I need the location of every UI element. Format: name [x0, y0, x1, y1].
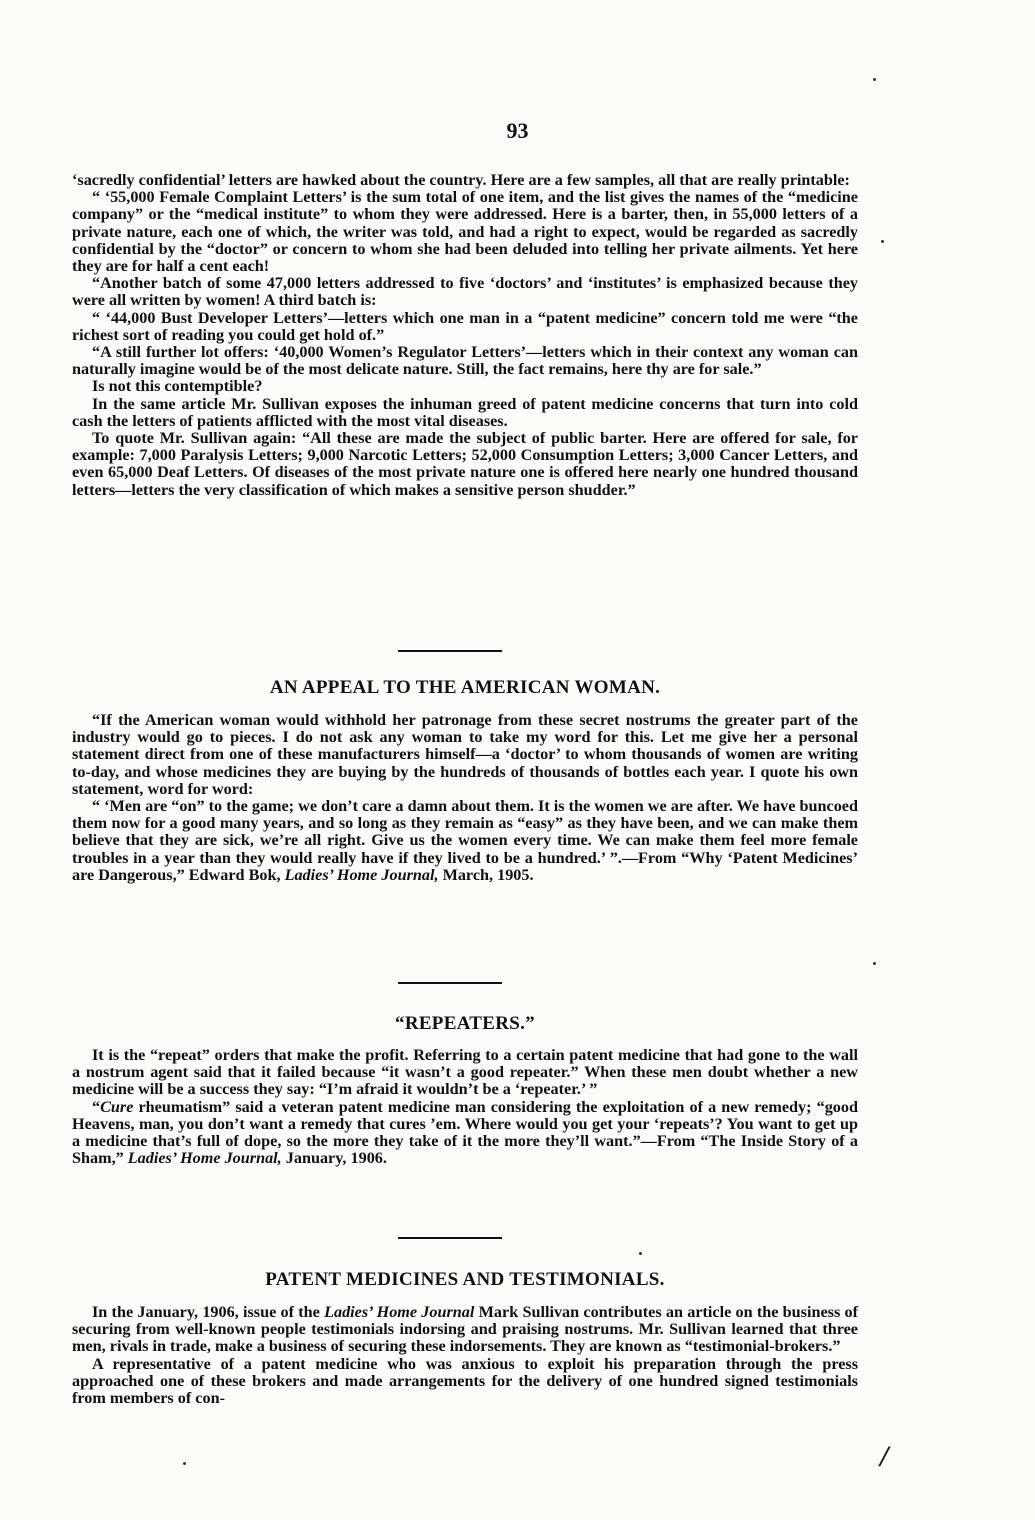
- paragraph: To quote Mr. Sullivan again: “All these are made the subject of public barter. Here are offered for sale, for example: 7,000 Paralysis Letters; 9,000 Narcotic Letters; 52,000 Consumption Letters; 3,000 Cancer Letters, and even 65,000 Deaf Letters. Of diseases of the most private nature one is offered here nearly one hundred thousand letters—letters the very classification of which makes a sensitive person shudder.”: [72, 429, 858, 499]
- heading-testimonials: PATENT MEDICINES AND TESTIMONIALS.: [265, 1269, 665, 1290]
- journal-title: Ladies’ Home Journal: [324, 1303, 475, 1321]
- speck: [873, 78, 876, 81]
- speck: [873, 962, 876, 965]
- section-appeal: [72, 712, 858, 884]
- journal-title: Ladies’ Home Journal,: [284, 865, 439, 884]
- speck: [639, 1252, 642, 1255]
- page-number: 93: [506, 118, 529, 143]
- section-confidential-letters: [72, 172, 858, 499]
- paragraph: [72, 1304, 858, 1356]
- citation-date: January, 1906.: [285, 1149, 387, 1168]
- paragraph: ‘sacredly confidential’ letters are hawked about the country. Here are a few samples, all that are really printable:: [72, 171, 850, 189]
- emphasis: Cure: [100, 1097, 134, 1116]
- paragraph: [72, 1099, 858, 1168]
- paragraph: In the same article Mr. Sullivan exposes the inhuman greed of patent medicine concerns that turn into cold cash the letters of patients afflicted with the most vital diseases.: [72, 394, 858, 430]
- section-divider: [398, 1237, 502, 1239]
- section-divider: [398, 650, 502, 652]
- heading-appeal: AN APPEAL TO THE AMERICAN WOMAN.: [269, 677, 661, 698]
- paragraph: A representative of a patent medicine who was anxious to exploit his preparation through the press approached one of these brokers and made arrangements for the delivery of one hundred signed testimonials from members of con-: [72, 1354, 858, 1408]
- citation-date: March, 1905.: [442, 865, 534, 884]
- paragraph: “ ‘44,000 Bust Developer Letters’—letters which one man in a “patent medicine” concern told me were “the richest sort of reading you could get hold of.”: [72, 308, 858, 344]
- pen-mark: /: [880, 1440, 889, 1473]
- paragraph: Is not this contemptible?: [92, 377, 263, 396]
- heading-repeaters: “REPEATERS.”: [395, 1013, 535, 1034]
- journal-title: Ladies’ Home Journal,: [127, 1149, 282, 1168]
- paragraph: “If the American woman would withhold her patronage from these secret nostrums the greater part of the industry would go to pieces. I do not ask any woman to take my word for this. Let me give her a personal statement direct from one of these manufacturers himself—a ‘doctor’ to whom thousands of women are writing to-day, and whose medicines they are buying by the hundreds of thousands of bottles each year. I quote his own statement, word for word:: [72, 711, 858, 798]
- section-repeaters: [72, 1047, 858, 1167]
- paragraph-text: Mark Sullivan contributes an article on the business of securing from well-known people testimonials indorsing and praising nostrums. Mr. Sullivan learned that three men, rivals in trade, make a business of securing these indorsements. They are known as “testimonial-brokers.”: [72, 1303, 858, 1356]
- paragraph-text: “ ‘Men are “on” to the game; we don’t care a damn about them. It is the women we are after. We have buncoed them now for a good many years, and so long as they remain as “easy” as they have been, and we can make them believe that they are sick, we’re all right. Give us the women every time. We can make them feel more female troubles in a year than they would really have if they lived to be a hundred.’ ”.—From “Why ‘Patent Medicines’ are Dangerous,” Edward Bok,: [72, 797, 858, 884]
- paragraph: It is the “repeat” orders that make the profit. Referring to a certain patent medicine that had gone to the wall a nostrum agent said that it failed because “it wasn’t a good repeater.” When these men doubt whether a new medicine will be a success they say: “I’m afraid it wouldn’t be a ‘repeater.’ ”: [72, 1046, 858, 1099]
- paragraph: “Another batch of some 47,000 letters addressed to five ‘doctors’ and ‘institutes’ is emphasized because they were all written by women! A third batch is:: [72, 274, 858, 310]
- section-divider: [398, 982, 502, 984]
- speck: [881, 240, 884, 243]
- paragraph: “ ‘55,000 Female Complaint Letters’ is the sum total of one item, and the list gives the names of the “medicine company” or the “medical institute” to whom they were addressed. Here is a barter, then, in 55,000 letters of a private nature, each one of which, the writer was told, and had a right to expect, would be regarded as sacredly confidential by the “doctor” or concern to whom she had been deluded into telling her private ailments. Yet here they are for half a cent each!: [72, 188, 858, 276]
- quote-mark: “: [92, 1097, 101, 1116]
- paragraph-text: In the January, 1906, issue of the: [92, 1303, 320, 1321]
- speck: [183, 1462, 186, 1465]
- section-testimonials: [72, 1304, 858, 1407]
- paragraph: “A still further lot offers: ‘40,000 Women’s Regulator Letters’—letters which in their context any woman can naturally imagine would be of the most delicate nature. Still, the fact remains, here thy are for sale.”: [72, 343, 858, 379]
- paragraph-text: rheumatism” said a veteran patent medicine man considering the exploitation of a new remedy; “good Heavens, man, you don’t want a remedy that cures ’em. Where would you get your ‘repeats’? You want to get up a medicine that’s full of dope, so the more they take of it the more they’ll want.”—From “The Inside Story of a Sham,”: [72, 1097, 858, 1168]
- paragraph: [72, 798, 858, 884]
